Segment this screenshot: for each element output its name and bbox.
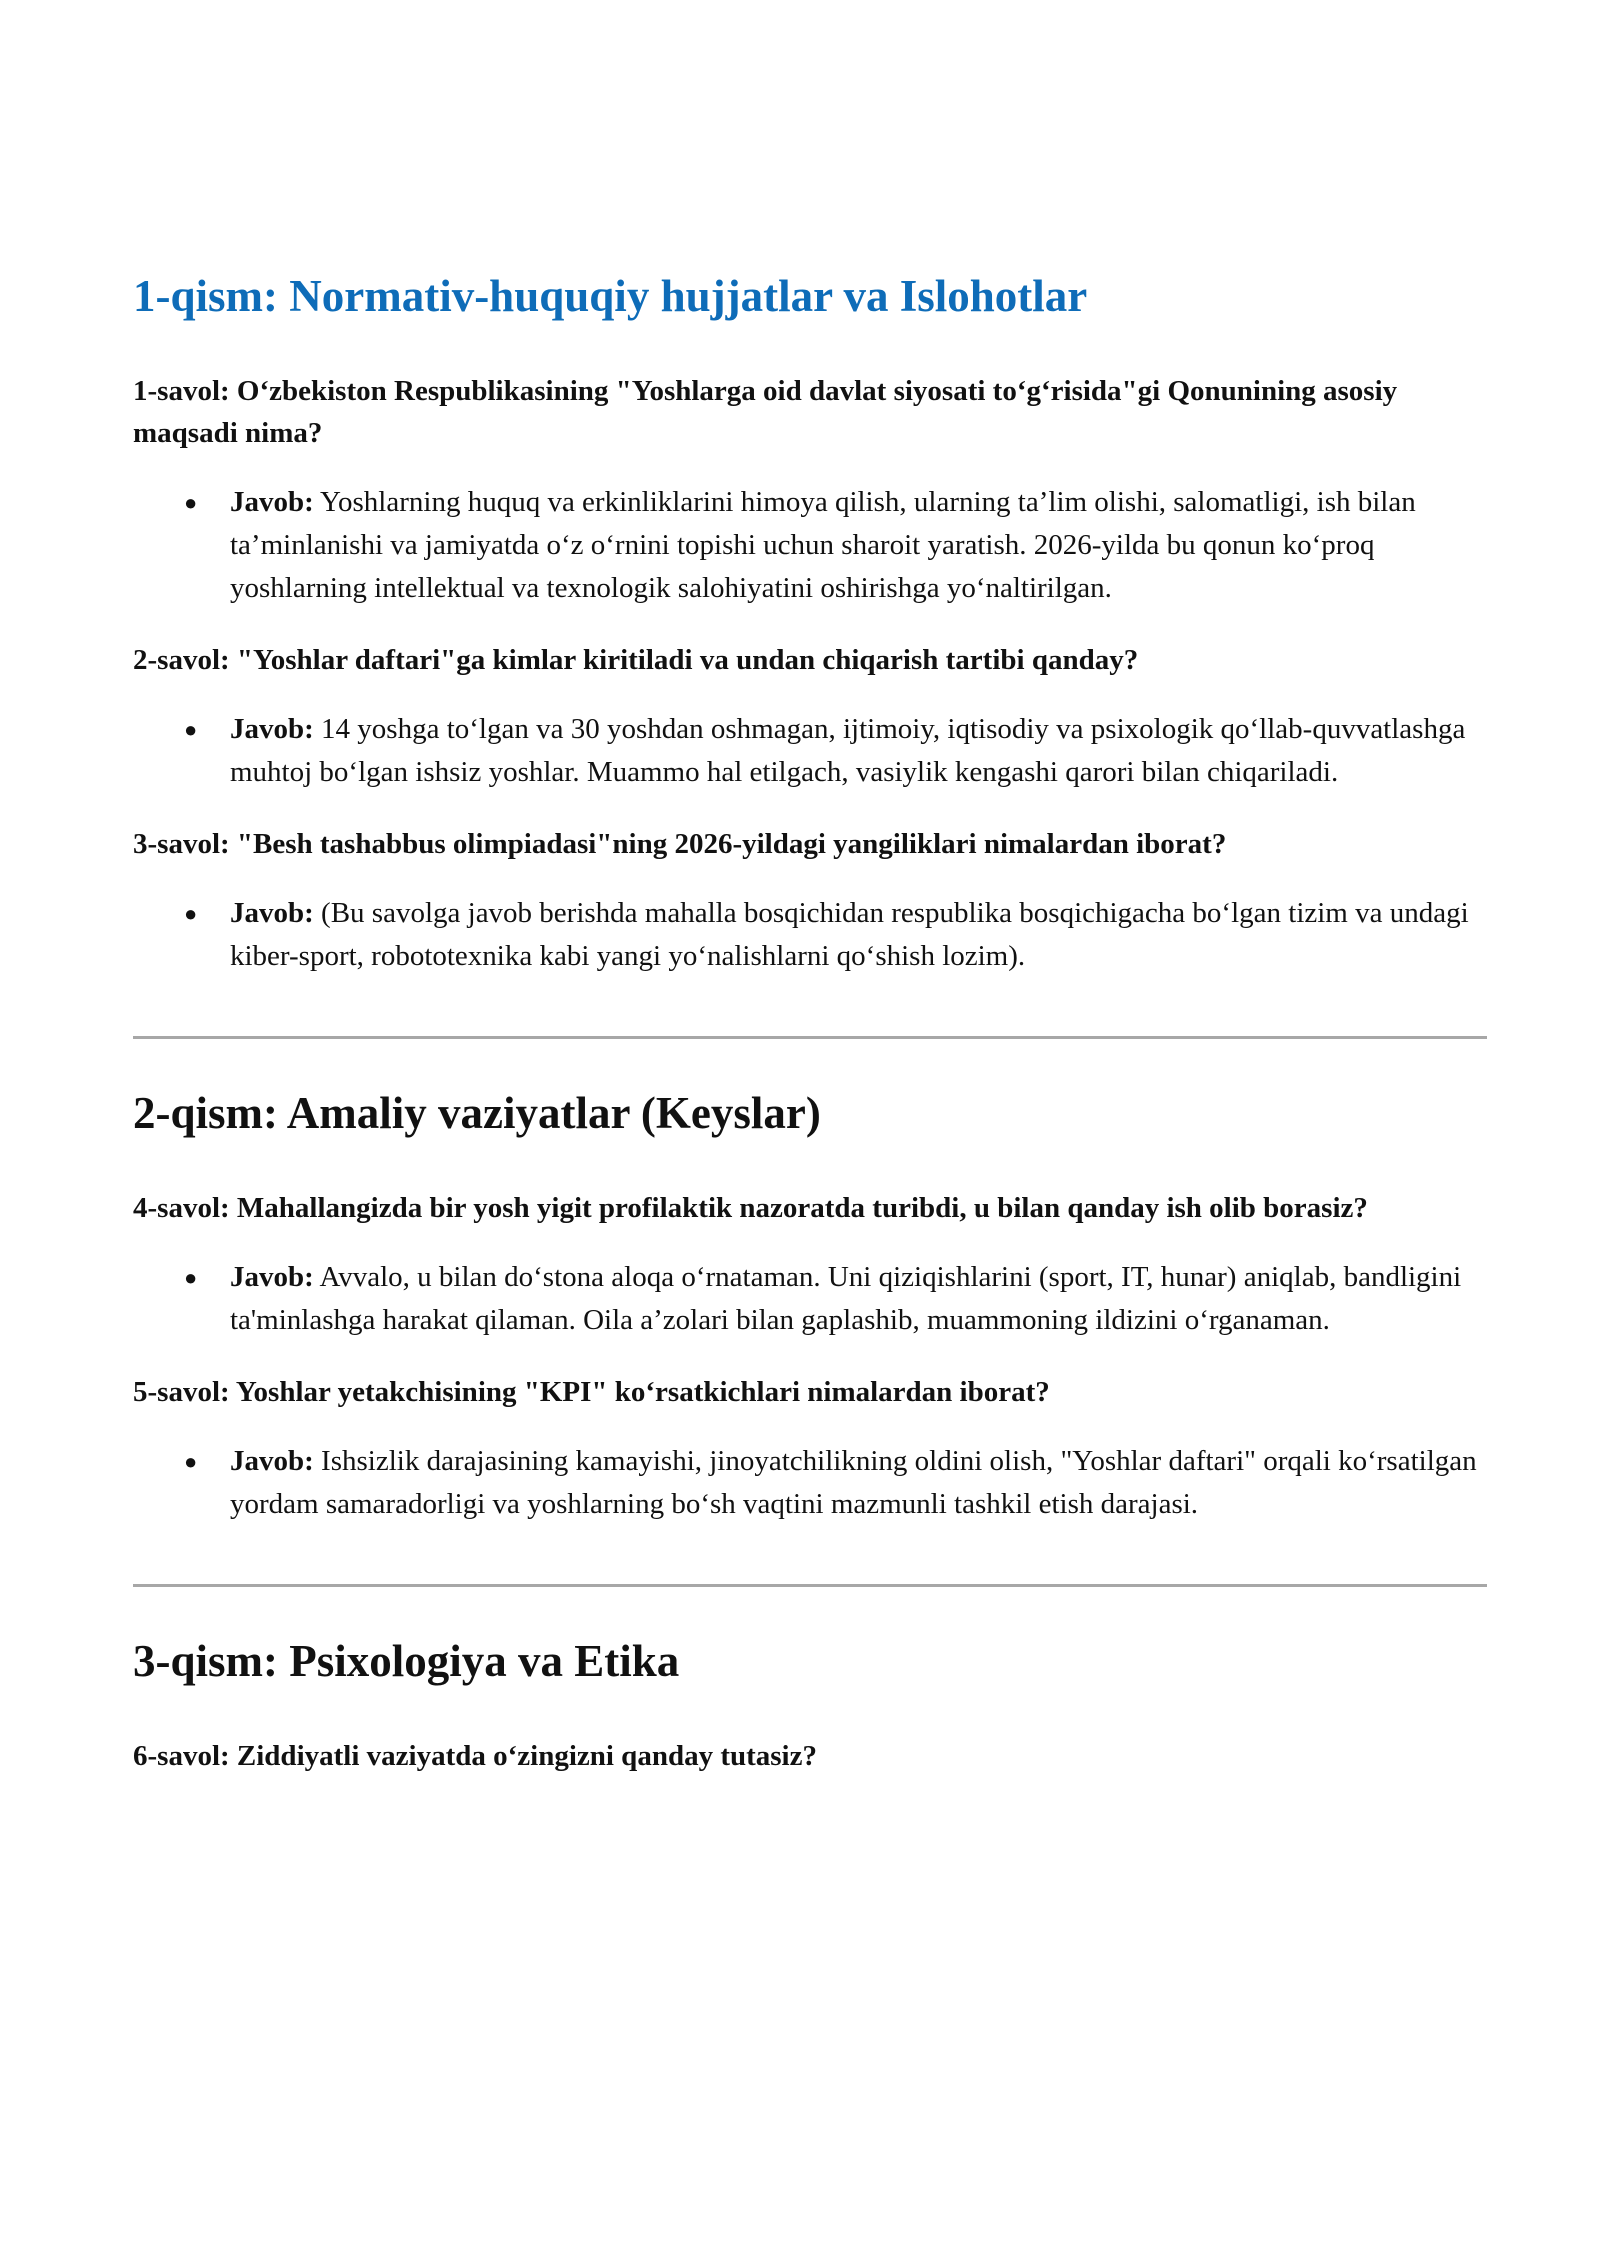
question-2: 2-savol: "Yoshlar daftari"ga kimlar kiritiladi va undan chiqarish tartibi qanday?	[133, 644, 1139, 676]
answer-text: Avvalo, u bilan do‘stona aloqa o‘rnataman. Uni qiziqishlarini (sport, IT, hunar) aniqlab, bandligini ta'minlashga harakat qilaman. Oila a’zolari bilan gaplashib, muammoning ildizini o‘rganaman.	[230, 1261, 1462, 1336]
bullet-icon: ●	[184, 1449, 198, 1474]
answer-3	[184, 892, 1487, 978]
answer-text: Ishsizlik darajasining kamayishi, jinoyatchilikning oldini olish, "Yoshlar daftari" orqali ko‘rsatilgan yordam samaradorligi va yoshlarning bo‘sh vaqtini mazmunli tashkil etish darajasi.	[230, 1445, 1477, 1520]
answer-2	[184, 708, 1487, 794]
answer-text: 14 yoshga to‘lgan va 30 yoshdan oshmagan, ijtimoiy, iqtisodiy va psixologik qo‘llab-quvvatlashga muhtoj bo‘lgan ishsiz yoshlar. Muammo hal etilgach, vasiylik kengashi qarori bilan chiqariladi.	[230, 713, 1466, 788]
question-4: 4-savol: Mahallangizda bir yosh yigit profilaktik nazoratda turibdi, u bilan qanday ish olib borasiz?	[133, 1192, 1368, 1224]
question-1: 1-savol: O‘zbekiston Respublikasining "Yoshlarga oid davlat siyosati to‘g‘risida"gi Qonunining asosiy maqsadi nima?	[133, 375, 1398, 449]
answer-list-2	[133, 708, 1487, 794]
answer-list-4	[133, 1256, 1487, 1342]
answer-text: Yoshlarning huquq va erkinliklarini himoya qilish, ularning ta’lim olishi, salomatligi, ish bilan ta’minlanishi va jamiyatda o‘z o‘rnini topishi uchun sharoit yaratish. 2026-yilda bu qonun ko‘proq yoshlarning intellektual va texnologik salohiyatini oshirishga yo‘naltirilgan.	[230, 486, 1416, 604]
question-3: 3-savol: "Besh tashabbus olimpiadasi"ning 2026-yildagi yangiliklari nimalardan iborat?	[133, 828, 1227, 860]
bullet-icon: ●	[184, 717, 198, 742]
bullet-icon: ●	[184, 490, 198, 515]
answer-text: (Bu savolga javob berishda mahalla bosqichidan respublika bosqichigacha bo‘lgan tizim va undagi kiber-sport, robototexnika kabi yangi yo‘nalishlarni qo‘shish lozim).	[230, 897, 1469, 972]
answer-1	[184, 481, 1487, 610]
section-title-2: 2-qism: Amaliy vaziyatlar (Keyslar)	[133, 1088, 821, 1138]
question-5: 5-savol: Yoshlar yetakchisining "KPI" ko‘rsatkichlari nimalardan iborat?	[133, 1376, 1050, 1408]
answer-label: Javob:	[230, 897, 314, 929]
bullet-icon: ●	[184, 901, 198, 926]
answer-label: Javob:	[230, 486, 314, 518]
answer-label: Javob:	[230, 1261, 314, 1293]
answer-list-1	[133, 481, 1487, 610]
answer-list-3	[133, 892, 1487, 978]
bullet-icon: ●	[184, 1265, 198, 1290]
answer-5	[184, 1440, 1487, 1526]
answer-label: Javob:	[230, 713, 314, 745]
answer-4	[184, 1256, 1487, 1342]
answer-list-5	[133, 1440, 1487, 1526]
question-6: 6-savol: Ziddiyatli vaziyatda o‘zingizni qanday tutasiz?	[133, 1740, 817, 1772]
section-title-1: 1-qism: Normativ-huquqiy hujjatlar va Islohotlar	[133, 271, 1088, 321]
section-title-3: 3-qism: Psixologiya va Etika	[133, 1636, 680, 1686]
answer-label: Javob:	[230, 1445, 314, 1477]
